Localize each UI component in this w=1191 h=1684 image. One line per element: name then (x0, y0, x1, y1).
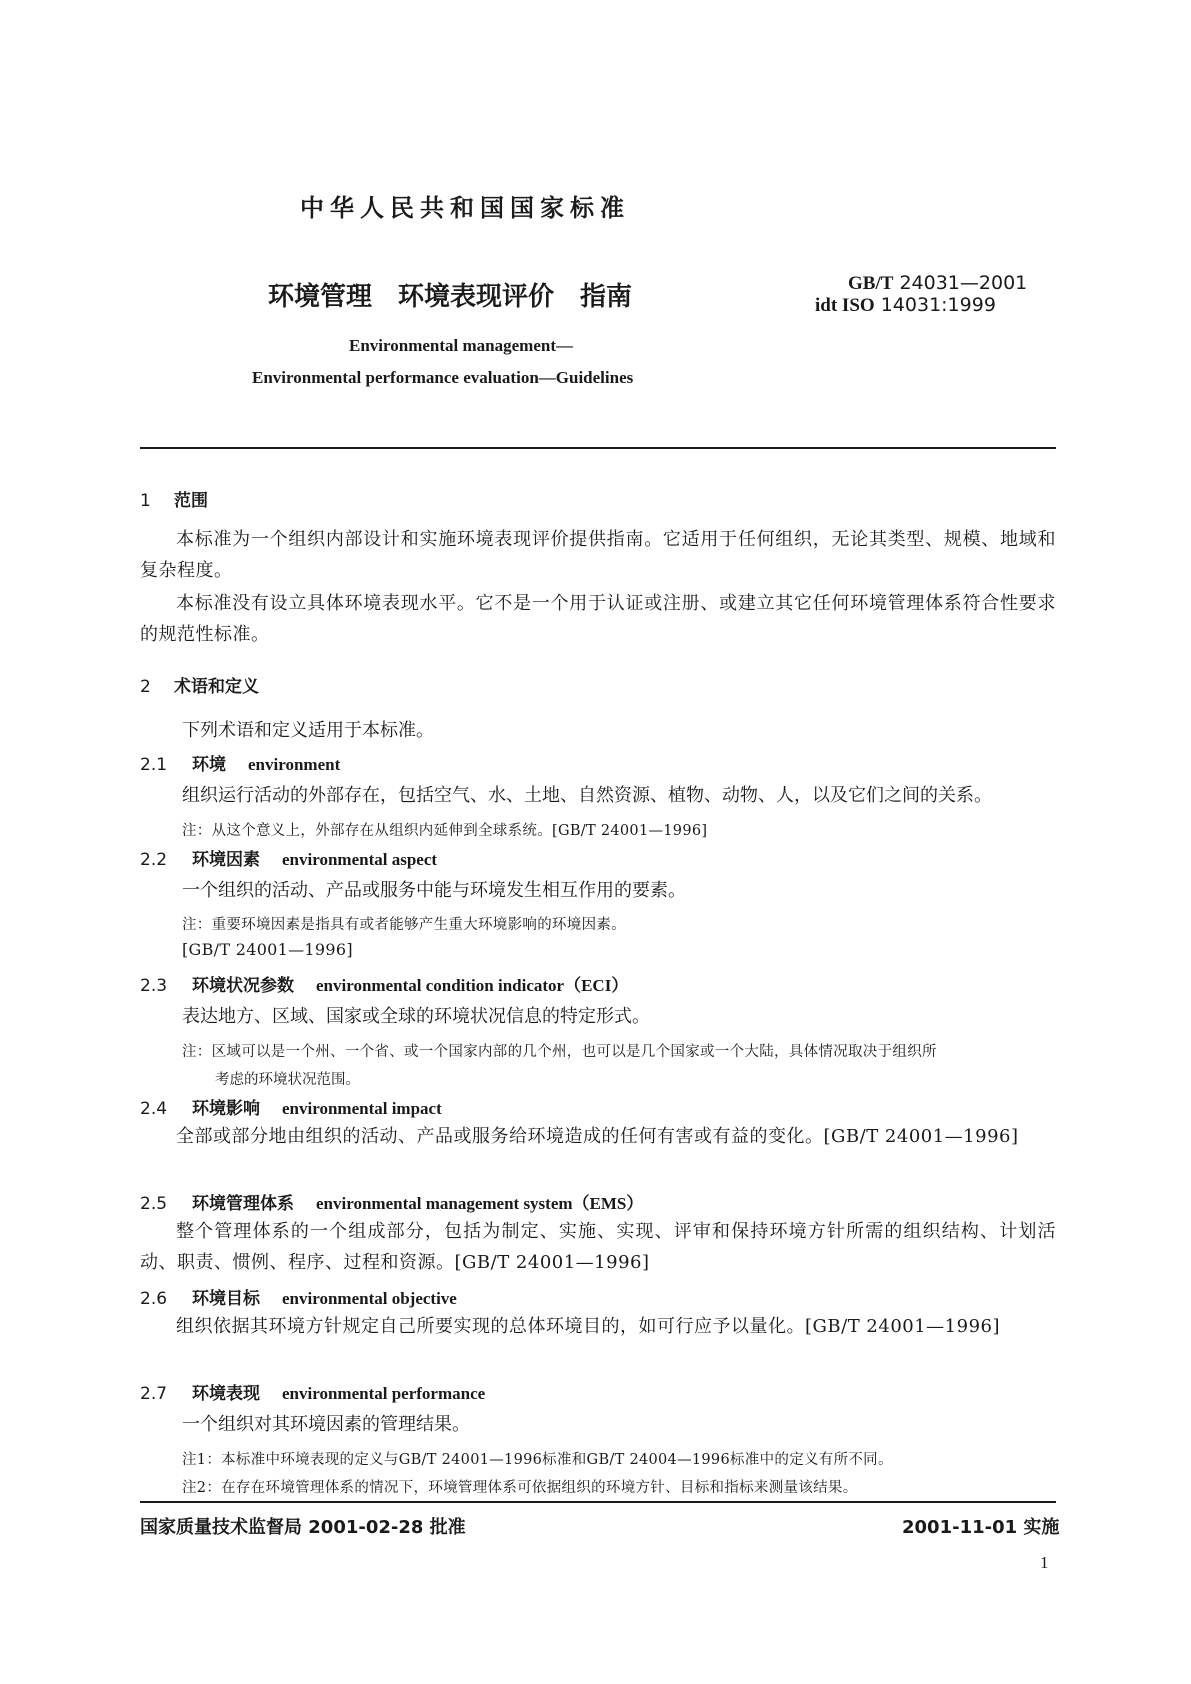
term-heading (140, 1284, 457, 1309)
title-en-line1: Environmental management— (349, 336, 573, 355)
term-en: environmental objective (282, 1289, 457, 1308)
term-number: 2.4 (140, 1099, 168, 1119)
term-heading (140, 1379, 485, 1404)
scope-paragraph-2: 本标准没有设立具体环境表现水平。它不是一个用于认证或注册、或建立其它任何环境管理体系符合性要求的规范性标准。 (140, 593, 1056, 645)
section-1-heading (140, 486, 208, 511)
term-note: 注：从这个意义上，外部存在从组织内延伸到全球系统。[GB/T 24001—1996] (182, 823, 708, 839)
term-number: 2.5 (140, 1194, 168, 1214)
term-en: environmental performance (282, 1384, 486, 1403)
term-number: 2.2 (140, 850, 168, 870)
term-note: 注：区域可以是一个州、一个省、或一个国家内部的几个州，也可以是几个国家或一个大陆，具体情况取决于组织所 (182, 1044, 937, 1060)
term-number: 2.3 (140, 976, 168, 996)
idt-prefix: idt ISO (815, 295, 875, 316)
term-heading (140, 750, 340, 775)
term-en: environment (248, 755, 341, 774)
footer-rule (140, 1501, 1056, 1503)
term-note-2: 注2：在存在环境管理体系的情况下，环境管理体系可依据组织的环境方针、目标和指标来测量该结果。 (182, 1480, 858, 1496)
term-number: 2.7 (140, 1384, 168, 1404)
standard-title-cn: 环境管理 环境表现评价 指南 (268, 282, 633, 312)
term-note-1: 注1：本标准中环境表现的定义与GB/T 24001—1996标准和GB/T 24004—1996标准中的定义有所不同。 (182, 1452, 893, 1468)
standard-number-value: 24031—2001 (899, 272, 1028, 294)
header-rule (140, 447, 1056, 449)
term-definition: 全部或部分地由组织的活动、产品或服务给环境造成的任何有害或有益的变化。[GB/T 24001—1996] (176, 1126, 1019, 1147)
terms-intro: 下列术语和定义适用于本标准。 (182, 720, 434, 741)
approval-info: 国家质量技术监督局 2001-02-28 批准 (140, 1517, 466, 1538)
term-en: environmental condition indicator（ECI） (316, 976, 629, 995)
section-title: 术语和定义 (174, 677, 259, 697)
term-heading (140, 845, 437, 870)
term-heading (140, 1189, 643, 1214)
term-definition: 一个组织对其环境因素的管理结果。 (182, 1414, 470, 1435)
term-cn: 环境表现 (192, 1384, 260, 1404)
term-definition: 一个组织的活动、产品或服务中能与环境发生相互作用的要素。 (182, 880, 686, 901)
national-standard-heading: 中华人民共和国国家标准 (300, 194, 630, 222)
term-cn: 环境目标 (192, 1289, 260, 1309)
term-heading (140, 971, 628, 996)
term-definition: 组织运行活动的外部存在，包括空气、水、土地、自然资源、植物、动物、人，以及它们之间的关系。 (182, 785, 992, 806)
section-number: 1 (140, 491, 151, 511)
idt-value: 14031:1999 (880, 294, 996, 316)
term-note: 注：重要环境因素是指具有或者能够产生重大环境影响的环境因素。 (182, 917, 626, 933)
term-en: environmental management system（EMS） (316, 1194, 644, 1213)
term-note-continued: 考虑的环境状况范围。 (215, 1072, 360, 1088)
term-cn: 环境因素 (192, 850, 260, 870)
scope-paragraph-1: 本标准为一个组织内部设计和实施环境表现评价提供指南。它适用于任何组织，无论其类型、规模、地域和复杂程度。 (140, 529, 1056, 581)
idt-number (815, 294, 996, 317)
standard-number-prefix: GB/T (848, 273, 894, 294)
term-cn: 环境影响 (192, 1099, 260, 1119)
page-number: 1 (1040, 1553, 1049, 1572)
term-definition: 整个管理体系的一个组成部分，包括为制定、实施、实现、评审和保持环境方针所需的组织结构、计划活动、职责、惯例、程序、过程和资源。[GB/T 24001—1996] (140, 1221, 1056, 1273)
implementation-date: 2001-11-01 实施 (902, 1517, 1060, 1538)
term-number: 2.6 (140, 1289, 168, 1309)
term-en: environmental impact (282, 1099, 442, 1118)
section-2-heading (140, 672, 259, 697)
term-number: 2.1 (140, 755, 168, 775)
term-en: environmental aspect (282, 850, 438, 869)
term-cn: 环境管理体系 (192, 1194, 294, 1214)
term-cn: 环境状况参数 (192, 976, 294, 996)
standard-number (848, 272, 1027, 295)
term-reference: [GB/T 24001—1996] (182, 940, 353, 959)
section-number: 2 (140, 677, 151, 697)
title-en-line2: Environmental performance evaluation—Guidelines (252, 368, 634, 387)
term-definition: 组织依据其环境方针规定自己所要实现的总体环境目的，如可行应予以量化。[GB/T 24001—1996] (176, 1316, 1001, 1337)
term-cn: 环境 (192, 755, 226, 775)
term-heading (140, 1094, 442, 1119)
term-definition: 表达地方、区域、国家或全球的环境状况信息的特定形式。 (182, 1006, 650, 1027)
section-title: 范围 (174, 491, 208, 511)
